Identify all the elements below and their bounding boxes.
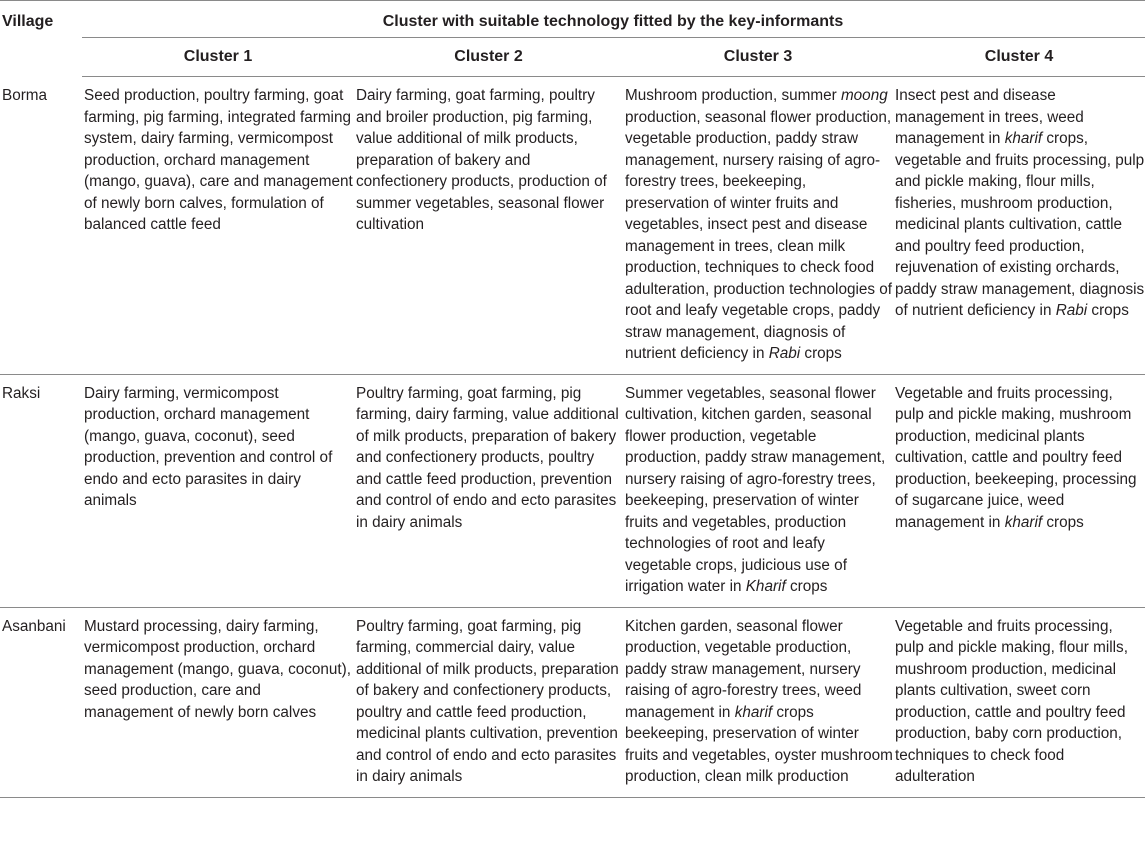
cluster-4-cell xyxy=(893,374,1145,607)
cell-text: Mushroom production, summer xyxy=(625,87,841,104)
village-name: Borma xyxy=(0,77,82,375)
header-row-clusters xyxy=(0,38,1145,77)
cluster-1-cell xyxy=(82,77,354,375)
cell-text: Kitchen garden, seasonal flower production, vegetable production, paddy straw management, nursery raising of agro-forestry trees, weed management in xyxy=(625,617,862,721)
cell-text: Insect pest and disease management in trees, weed management in xyxy=(895,87,1084,147)
cluster-3-cell xyxy=(623,77,893,375)
cluster-3-cell xyxy=(623,607,893,797)
cell-text: Poultry farming, goat farming, pig farming, dairy farming, value additional of milk products, preparation of bakery and confectionery products, poultry and cattle feed production, prevention and control of endo and ecto parasites in dairy animals xyxy=(356,384,619,531)
italic-term: kharif xyxy=(734,703,773,721)
cell-text: Vegetable and fruits processing, pulp and pickle making, mushroom production, medicinal plants cultivation, cattle and poultry feed production, beekeeping, processing of sugarcane juice, weed management in xyxy=(895,384,1137,531)
village-name: Raksi xyxy=(0,374,82,607)
cell-text: crops beekeeping, preservation of winter fruits and vegetables, oyster mushroom production, clean milk production xyxy=(625,703,893,785)
italic-term: moong xyxy=(840,87,888,104)
cell-text: Mustard processing, dairy farming, vermicompost production, orchard management (mango, guava, coconut), seed production, care and management of newly born calves xyxy=(84,617,352,721)
cluster-2-header: Cluster 2 xyxy=(354,38,623,77)
header-row-top xyxy=(0,1,1145,38)
italic-term: kharif xyxy=(1004,130,1043,147)
village-name: Asanbani xyxy=(0,607,82,797)
cluster-3-cell xyxy=(623,374,893,607)
cluster-2-cell xyxy=(354,607,623,797)
table-row-asanbani xyxy=(0,607,1145,797)
cell-text: Dairy farming, goat farming, poultry and broiler production, pig farming, value additional of milk products, preparation of bakery and confectionery products, production of summer vegetables, seasonal flower cultivation xyxy=(356,87,607,233)
italic-term: Rabi xyxy=(768,345,801,362)
cluster-span-header: Cluster with suitable technology fitted by the key-informants xyxy=(82,1,1145,38)
italic-term: Kharif xyxy=(745,578,786,595)
cluster-2-cell xyxy=(354,374,623,607)
cell-text: Vegetable and fruits processing, pulp and pickle making, flour mills, mushroom production, medicinal plants cultivation, sweet corn production, cattle and poultry feed production, baby corn production, techniques to check food adulteration xyxy=(895,617,1128,785)
cell-text: crops, vegetable and fruits processing, pulp and pickle making, flour mills, fisheries, mushroom production, medicinal plants cultivation, cattle and poultry feed production, rejuvenation of existing orchards, paddy straw management, diagnosis of nutrient deficiency in xyxy=(895,130,1145,319)
cluster-1-header: Cluster 1 xyxy=(82,38,354,77)
italic-term: Rabi xyxy=(1055,302,1088,319)
cell-text: Seed production, poultry farming, goat farming, pig farming, integrated farming system, dairy farming, vermicompost production, orchard management (mango, guava), care and management of newly born calves, formulation of balanced cattle feed xyxy=(84,87,353,233)
cluster-3-header: Cluster 3 xyxy=(623,38,893,77)
italic-term: kharif xyxy=(1004,513,1043,531)
table-row-borma xyxy=(0,77,1145,375)
cluster-1-cell xyxy=(82,374,354,607)
cell-text: Summer vegetables, seasonal flower cultivation, kitchen garden, seasonal flower production, vegetable production, paddy straw management, nursery raising of agro-forestry trees, beekeeping, preservation of winter fruits and vegetables, production technologies of root and leafy vegetable crops, judicious use of irrigation water in xyxy=(625,384,886,595)
cell-text: crops xyxy=(1042,513,1084,531)
cell-text: Poultry farming, goat farming, pig farming, commercial dairy, value additional of milk products, preparation of bakery and confectionery products, poultry and cattle feed production, medicinal plants cultivation, prevention and control of endo and ecto parasites in dairy animals xyxy=(356,617,619,785)
cluster-4-header: Cluster 4 xyxy=(893,38,1145,77)
cluster-2-cell xyxy=(354,77,623,375)
table-row-raksi xyxy=(0,374,1145,607)
village-column-header: Village xyxy=(2,13,54,30)
cell-text: crops xyxy=(800,345,842,362)
cell-text: Dairy farming, vermicompost production, orchard management (mango, guava, coconut), seed production, prevention and control of endo and ecto parasites in dairy animals xyxy=(84,384,333,509)
cell-text: crops xyxy=(1087,302,1129,319)
cell-text: crops xyxy=(785,578,828,595)
cluster-4-cell xyxy=(893,607,1145,797)
cluster-1-cell xyxy=(82,607,354,797)
cluster-4-cell xyxy=(893,77,1145,375)
cell-text: production, seasonal flower production, vegetable production, paddy straw management, nursery raising of agro-forestry trees, beekeeping, preservation of winter fruits and vegetables, insect pest and disease management in trees, clean milk production, techniques to check food adulteration, production technologies of root and leafy vegetable crops, paddy straw management, diagnosis of nutrient deficiency in xyxy=(625,108,893,362)
